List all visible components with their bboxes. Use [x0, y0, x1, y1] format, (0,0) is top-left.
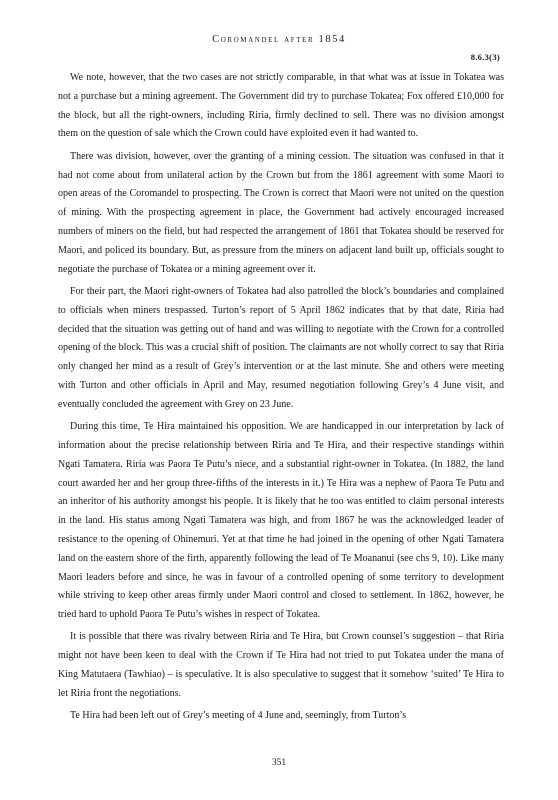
running-head: Coromandel after 1854 — [212, 34, 346, 45]
paragraph-3: For their part, the Maori right-owners of Tokatea had also patrolled the block’s boundaries and complained to officials when miners trespassed. Turton’s report of 5 April 1862 indicates that by that date, Riria had decided that the situation was getting out of hand and was willing to negotiate with the Crown for a controlled opening of the block. This was a crucial shift of position. The claimants are not wholly correct to say that Riria only changed her mind as a result of Grey’s intervention or at the last minute. She and others were meeting with Turton and other officials in April and May, resumed negotiation following Grey’s 4 June visit, and eventually concluded the agreement with Grey on 23 June. — [58, 285, 504, 410]
paragraph-1: We note, however, that the two cases are not strictly comparable, in that what was at issue in Tokatea was not a purchase but a mining agreement. The Government did try to purchase Tokatea; Fox offered £10,000 for the block, but all the right-owners, including Riria, firmly declined to sell. There was no division amongst them on the question of sale which the Crown could have exploited even it had wanted to. — [58, 72, 504, 140]
paragraph-4: During this time, Te Hira maintained his opposition. We are handicapped in our interpretation by lack of information about the precise relationship between Riria and Te Hira, and their respective standings within Ngati Tamatera. Riria was Paora Te Putu’s niece, and a substantial right-owner in Tokatea. (In 1882, the land court awarded her and her group three-fifths of the interests in it.) Te Hira was a nephew of Paora Te Putu and an inheritor of his authority amongst his people. It is likely that he too was entitled to claim personal interests in the land. His status among Ngati Tamatera was high, and from 1867 he was the acknowledged leader of resistance to the opening of Ohinemuri. Yet at that time he had joined in the opening of other Ngati Tamatera land on the eastern shore of the firth, apparently following the lead of Te Moananui (see chs 9, 10). Like many Maori leaders before and since, he was in favour of a controlled opening of some territory to development while striving to keep other areas firmly under Maori control and closed to settlement. In 1862, however, he tried hard to uphold Paora Te Putu’s wishes in respect of Tokatea. — [58, 421, 504, 621]
paragraph-5: It is possible that there was rivalry between Riria and Te Hira, but Crown counsel’s suggestion – that Riria might not have been keen to deal with the Crown if Te Hira had not tried to put Tokatea under the mana of King Matutaera (Tawhiao) – is speculative. It is also speculative to suggest that it somehow ‘suited’ Te Hira to let Riria front the negotiations. — [58, 631, 504, 699]
paragraph-6: Te Hira had been left out of Grey’s meeting of 4 June and, seemingly, from Turton’s — [70, 710, 407, 722]
section-reference: 8.6.3(3) — [470, 52, 500, 62]
paragraph-2: There was division, however, over the granting of a mining cession. The situation was confused in that it had not come about from unilateral action by the Crown but from the 1861 agreement with some Maori to open areas of the Coromandel to prospecting. The Crown is correct that Maori were not united on the question of mining. With the prospecting agreement in place, the Government had actively encouraged increased numbers of miners on the field, but had respected the arrangement of 1861 that Tokatea should be reserved for Maori, and policed its boundary. But, as pressure from the miners on adjacent land built up, officials sought to negotiate the purchase of Tokatea or a mining agreement over it. — [58, 150, 504, 275]
page-number: 351 — [271, 758, 287, 768]
body-text — [58, 69, 504, 730]
